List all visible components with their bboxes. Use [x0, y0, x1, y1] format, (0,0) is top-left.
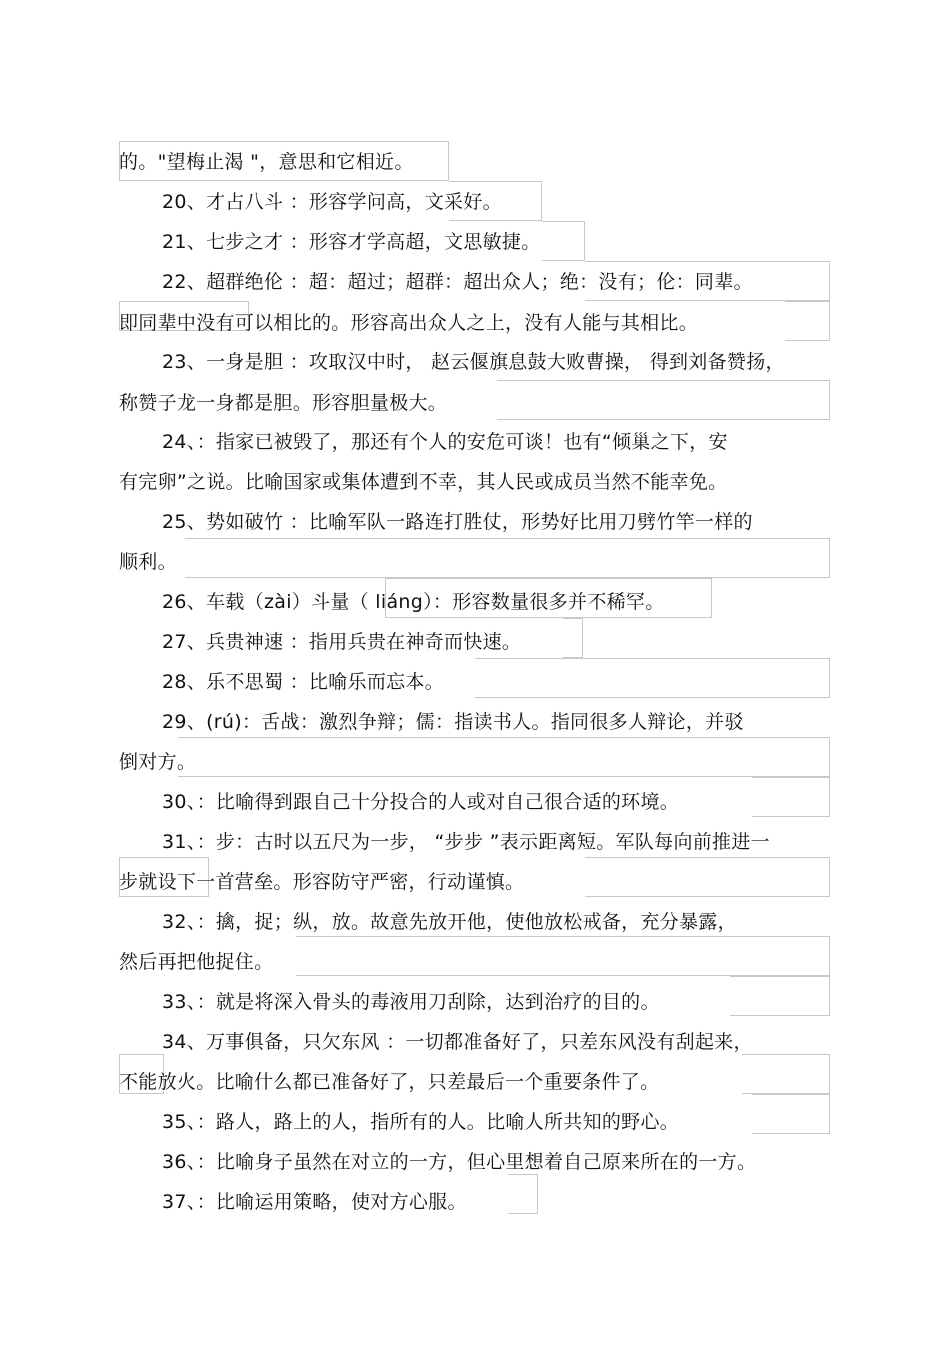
text-line: 33、：就是将深入骨头的毒液用刀刮除，达到治疗的目的。: [162, 991, 660, 1013]
text-line: 26、车载（zài）斗量（ liáng）：形容数量很多并不稀罕。: [162, 591, 665, 613]
text-line: 35、：路人，路上的人，指所有的人。比喻人所共知的野心。: [162, 1111, 680, 1133]
text-line: 36、：比喻身子虽然在对立的一方，但心里想着自己原来所在的一方。: [162, 1151, 757, 1173]
text-line: 即同辈中没有可以相比的。形容高出众人之上，没有人能与其相比。: [119, 312, 699, 334]
text-line: 24、：指家已被毁了，那还有个人的安危可谈！也有“倾巢之下，安: [162, 431, 728, 453]
scan-box: [508, 1174, 538, 1214]
text-line: 的。"望梅止渴 "，意思和它相近。: [119, 151, 414, 173]
text-line: 29、(rú)：舌战：激烈争辩；儒：指读书人。指同很多人辩论，并驳: [162, 711, 744, 733]
text-line: 21、七步之才 ：形容才学高超，文思敏捷。: [162, 231, 541, 253]
scan-box: [742, 1054, 830, 1094]
scan-box: [730, 976, 830, 1016]
scan-box: [497, 380, 830, 420]
text-line: 然后再把他捉住。: [119, 951, 274, 973]
scan-box: [542, 221, 585, 261]
text-line: 22、超群绝伦 ：超：超过；超群：超出众人；绝：没有；伦：同辈。: [162, 271, 753, 293]
text-line: 倒对方。: [119, 751, 197, 773]
text-line: 27、兵贵神速 ：指用兵贵在神奇而快速。: [162, 631, 522, 653]
scan-box: [563, 618, 583, 658]
text-line: 23、一身是胆 ：攻取汉中时， 赵云偃旗息鼓大败曹操， 得到刘备赞扬，: [162, 351, 785, 373]
text-line: 称赞子龙一身都是胆。形容胆量极大。: [119, 392, 448, 414]
text-line: 30、：比喻得到跟自己十分投合的人或对自己很合适的环境。: [162, 791, 680, 813]
text-line: 20、才占八斗 ：形容学问高，文采好。: [162, 191, 502, 213]
scan-box: [752, 1094, 830, 1134]
scan-box: [296, 936, 830, 976]
scan-box: [752, 777, 830, 817]
scan-box: [475, 658, 830, 698]
text-line: 34、万事俱备，只欠东风 ：一切都准备好了，只差东风没有刮起来，: [162, 1031, 753, 1053]
scan-box: [785, 301, 830, 341]
text-line: 步就设下一首营垒。形容防守严密，行动谨慎。: [119, 871, 525, 893]
scan-box: [185, 538, 830, 578]
text-line: 32、：擒，捉；纵，放。故意先放开他，使他放松戒备，充分暴露，: [162, 911, 737, 933]
text-line: 28、乐不思蜀 ：比喻乐而忘本。: [162, 671, 445, 693]
text-line: 37、：比喻运用策略，使对方心服。: [162, 1191, 467, 1213]
text-line: 31、：步：古时以五尺为一步， “步步 ”表示距离短。军队每向前推进一: [162, 831, 770, 853]
text-line: 顺利。: [119, 551, 177, 573]
text-line: 有完卵”之说。比喻国家或集体遭到不幸，其人民或成员当然不能幸免。: [119, 471, 728, 493]
text-line: 25、势如破竹 ：比喻军队一路连打胜仗，形势好比用刀劈竹竿一样的: [162, 511, 753, 533]
scan-box: [585, 857, 830, 897]
scan-box: [178, 737, 830, 777]
text-line: 不能放火。比喻什么都已准备好了，只差最后一个重要条件了。: [119, 1071, 660, 1093]
